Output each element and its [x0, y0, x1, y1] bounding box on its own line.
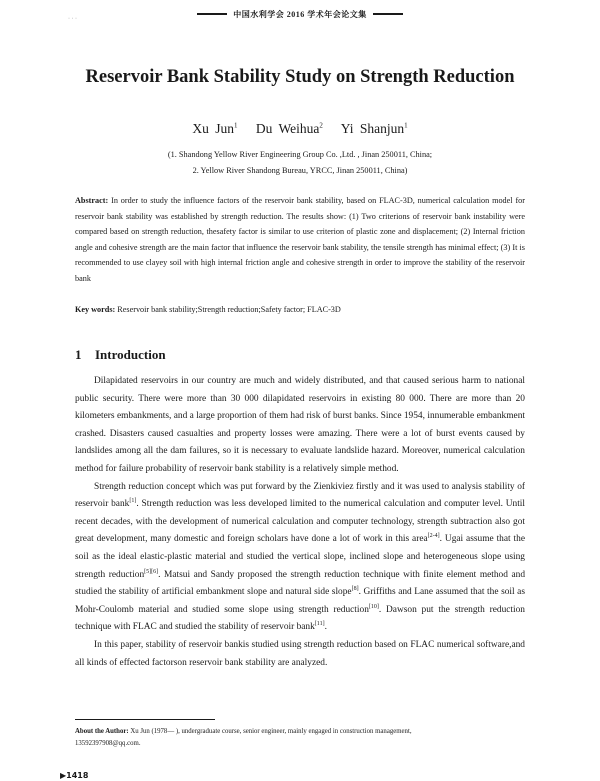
affiliation-1: (1. Shandong Yellow River Engineering Group Co. ,Ltd. , Jinan 250011, China; [167, 150, 433, 159]
section-number: 1 [75, 347, 82, 362]
paper-title: Reservoir Bank Stability Study on Strength Reduction [85, 67, 515, 87]
paragraph-2 [75, 479, 525, 637]
author-footnote [75, 726, 525, 750]
keywords [75, 305, 525, 314]
header-rule-right [373, 13, 403, 15]
footnote-text: Xu Jun (1978— ), undergraduate course, senior engineer, mainly engaged in construction management, [130, 728, 412, 735]
citation-1: [1] [129, 498, 137, 505]
abstract-label: Abstract: [75, 196, 109, 205]
header-rule-left [197, 13, 227, 15]
paragraph-1: Dilapidated reservoirs in our country are much and widely distributed, and that caused serious harm to national public security. There were more than 30 000 dilapidated reservoirs in existing 80 000. There are more than 20 kilometers embankments, and a large proportion of them had risk of burst banks. Since 1954, innumerable embankment crashed. Disasters caused casualties and property losses were amazing. There were a lot of burst events caused by landslides among all the dam failures, so it is necessary to evaluate landslide hazard. Moreover, numerical calculation method for failure probability of reservoir bank stability is a relatively simple method. [75, 376, 525, 474]
citation-5: [10] [368, 603, 379, 610]
section-title: Introduction [95, 347, 166, 362]
author-name: Xu Jun [192, 121, 234, 136]
citation-2: [2-4] [427, 533, 440, 540]
paragraph-2-text-d: . Matsui and Sandy proposed the strength reduction technique with finite element method and studied the stability of artificial embankment slope and natural side slope [75, 569, 526, 598]
keywords-label: Key words: [75, 305, 116, 314]
running-header [0, 7, 600, 21]
paragraph-2-text-f: . Dawson put the strength reduction technique with FLAC and studied the stability of reservoir bank [75, 604, 525, 633]
abstract-text: In order to study the influence factors of the reservoir bank stability, based on FLAC-3D, numerical calculation model for reservoir bank stability was established by strength reduction. The results show: (1) Two criterions of reservoir bank instability were compared based on strength reduction, thesafety factor is similar to use criterion of plastic zone and displacement; (2) Internal friction angle and cohesive strength are the main factor that influence the reservoir bank stability, the tensile strength has minimal effect; (3) It is recommended to use clayey soil with high internal friction angle and cohesive strength in order to improve the stability of the reservoir bank [75, 196, 525, 283]
author-mark: 1 [233, 121, 238, 130]
author-name: Yi Shanjun [340, 121, 405, 136]
corner-mark: · · · [68, 16, 77, 22]
footnote-email: 13592397908@qq.com. [75, 740, 141, 748]
paragraph-2-text-g: . [324, 622, 327, 633]
page-number-value: 1418 [66, 771, 89, 780]
keywords-text: Reservoir bank stability;Strength reduction;Safety factor; FLAC-3D [117, 305, 341, 314]
page-number: ▶1418 [60, 771, 89, 780]
author-mark: 2 [319, 121, 323, 130]
citation-3: [5][6] [144, 568, 159, 575]
footnote-rule [75, 719, 215, 720]
citation-6: [11] [314, 621, 325, 628]
body-text [75, 373, 525, 672]
paragraph-2-text-c: . Ugai assume that the soil as the ideal elastic-plastic material and studied the vertical slope, inclined slope and heterogeneous slope using strength reduction [75, 534, 525, 580]
footnote-label: About the Author: [75, 728, 129, 735]
journal-name: 中国水利学会 2016 学术年会论文集 [233, 9, 367, 19]
paragraph-2-text-e: . Griffiths and Lane assumed that the soil as Mohr-Coulomb material and studied some slope using strength reduction [75, 587, 525, 615]
citation-4: [8] [351, 586, 359, 592]
author-name: Du Weihua [255, 121, 320, 136]
paragraph-2-text-b: . Strength reduction was less developed limited to the numerical calculation and computer level. Until recent decades, with the development of numerical calculation and computer technology, strength subtraction also got great development, many domestic and foreign scholars have done a lot of work in this area [75, 499, 526, 545]
footnote-line-1 [75, 726, 525, 738]
section-heading [75, 347, 166, 363]
paragraph-2-text-a: Strength reduction concept which was put forward by the Zienkiviez firstly and it was used to analysis stability of reservoir bank [75, 481, 525, 510]
author-mark: 1 [404, 121, 408, 130]
paragraph-3: In this paper, stability of reservoir bankis studied using strength reduction based on FLAC numerical software,and all kinds of effected factorson reservoir bank stability are analyzed. [75, 639, 525, 668]
affiliation-2: 2. Yellow River Shandong Bureau, YRCC, Jinan 250011, China) [192, 166, 408, 175]
author-list [0, 121, 600, 137]
abstract [75, 193, 525, 287]
